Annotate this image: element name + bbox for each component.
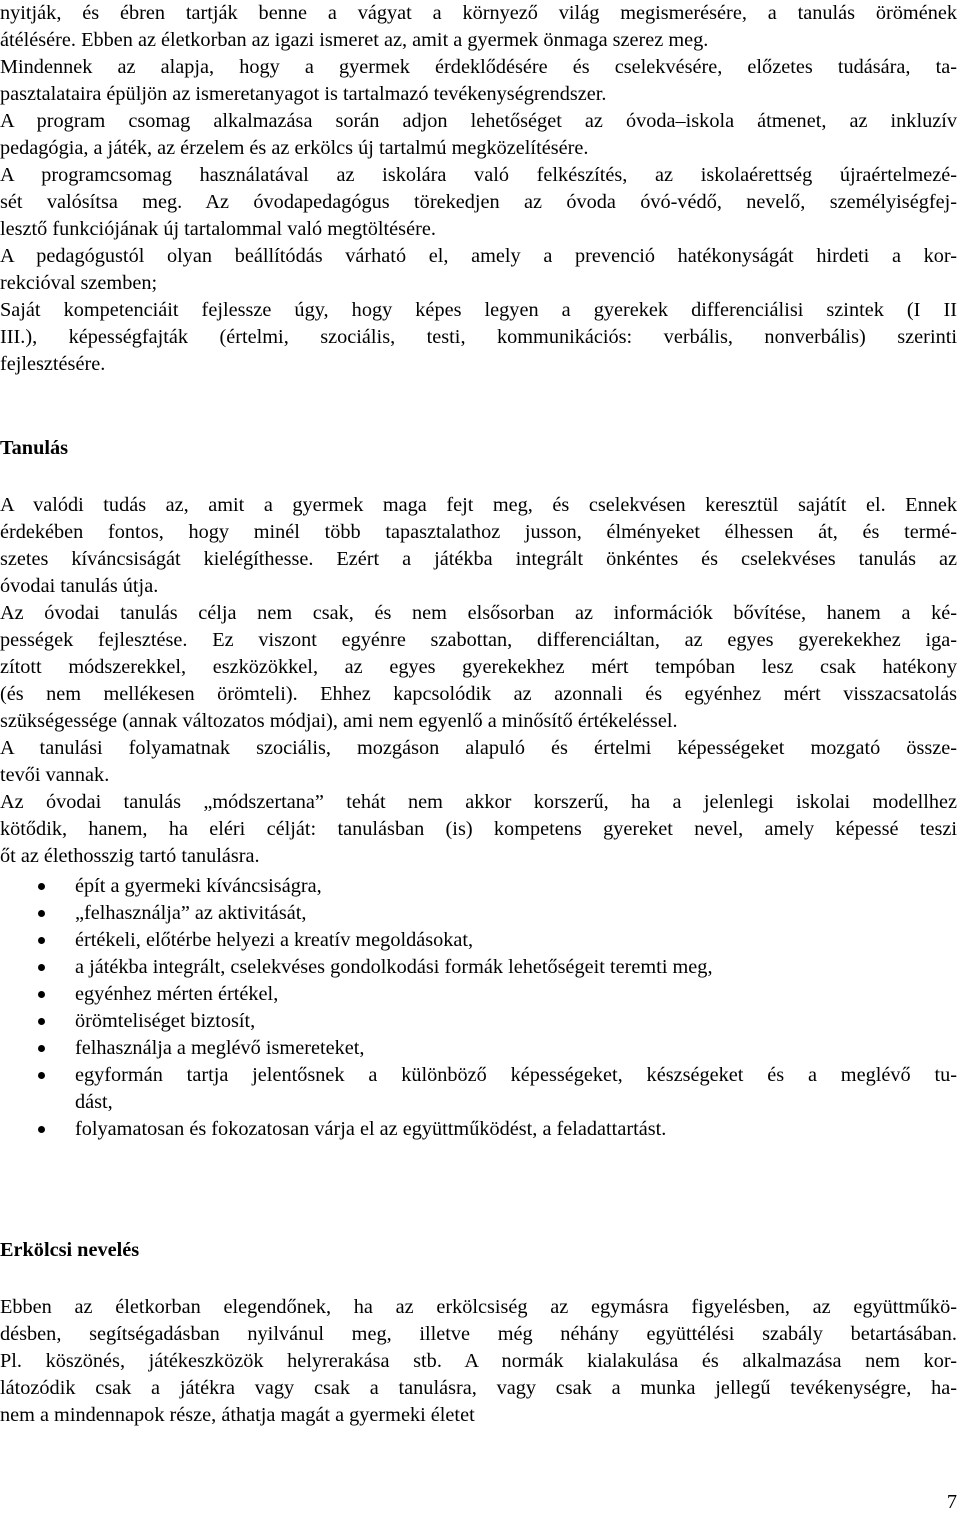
intro-line-7: A programcsomag használatával az iskolára való felkészítés, az iskolaérettség újraértelmezé- — [0, 164, 957, 186]
intro-line-2: átélésére. Ebben az életkorban az igazi ismeret az, amit a gyermek önmaga szerez meg. — [0, 29, 709, 51]
list-item-continuation: dást, — [75, 1091, 113, 1113]
tanulas-line-7: zított módszerekkel, eszközökkel, az egyes gyerekekhez mért tempóban lesz csak hatékony — [0, 656, 957, 678]
section-heading-erkolcsi-neveles: Erkölcsi nevelés — [0, 1239, 140, 1261]
intro-line-5: A program csomag alkalmazása során adjon lehetőséget az óvoda–iskola átmenet, az inkluzív — [0, 110, 957, 132]
tanulas-line-4: óvodai tanulás útja. — [0, 575, 159, 597]
intro-line-14: fejlesztésére. — [0, 353, 106, 375]
intro-line-13: III.), képességfajták (értelmi, szociális, testi, kommunikációs: verbális, nonverbális) szerinti — [0, 326, 957, 348]
tanulas-line-1: A valódi tudás az, amit a gyermek maga fejt meg, és cselekvésen keresztül sajátít el. Ennek — [0, 494, 957, 516]
intro-line-1: nyitják, és ébren tartják benne a vágyat a környező világ megismerésére, a tanulás örömének — [0, 2, 957, 24]
list-item: a játékba integrált, cselekvéses gondolkodási formák lehetőségeit teremti meg, — [75, 956, 713, 978]
erkolcsi-line-1: Ebben az életkorban elegendőnek, ha az erkölcsiség az egymásra figyelésben, az együttműkö- — [0, 1296, 957, 1318]
intro-line-6: pedagógia, a játék, az érzelem és az erkölcs új tartalmú megközelítésére. — [0, 137, 589, 159]
list-item: folyamatosan és fokozatosan várja el az együttműködést, a feladattartást. — [75, 1118, 667, 1140]
list-item: örömteliséget biztosít, — [75, 1010, 256, 1032]
tanulas-line-5: Az óvodai tanulás célja nem csak, és nem elsősorban az információk bővítése, hanem a ké- — [0, 602, 957, 624]
intro-line-12: Saját kompetenciáit fejlessze úgy, hogy képes legyen a gyerekek differenciálisi szintek (I II — [0, 299, 957, 321]
bullet-dot-icon — [38, 1045, 45, 1052]
tanulas-line-9: szükségessége (annak változatos módjai), ami nem egyenlő a minősítő értékeléssel. — [0, 710, 678, 732]
bullet-dot-icon — [38, 991, 45, 998]
list-item: épít a gyermeki kíváncsiságra, — [75, 875, 322, 897]
list-item: egyformán tartja jelentősnek a különböző képességeket, készségeket és a meglévő tu- — [75, 1064, 957, 1086]
page-number: 7 — [946, 1491, 957, 1513]
intro-line-10: A pedagógustól olyan beállítódás várható el, amely a prevenció hatékonyságát hirdeti a kor- — [0, 245, 957, 267]
bullet-dot-icon — [38, 937, 45, 944]
tanulas-line-13: kötődik, hanem, ha eléri célját: tanulásban (is) kompetens gyereket nevel, amely képessé teszi — [0, 818, 957, 840]
list-item: egyénhez mérten értékel, — [75, 983, 279, 1005]
bullet-dot-icon — [38, 883, 45, 890]
intro-line-3: Mindennek az alapja, hogy a gyermek érdeklődésére és cselekvésére, előzetes tudására, ta- — [0, 56, 957, 78]
intro-line-11: rekcióval szemben; — [0, 272, 158, 294]
erkolcsi-line-3: Pl. köszönés, játékeszközök helyrerakása stb. A normák kialakulása és alkalmazása nem kor- — [0, 1350, 957, 1372]
intro-line-8: sét valósítsa meg. Az óvodapedagógus törekedjen az óvoda óvó-védő, nevelő, személyiségfej- — [0, 191, 957, 213]
bullet-dot-icon — [38, 1018, 45, 1025]
bullet-dot-icon — [38, 910, 45, 917]
tanulas-line-12: Az óvodai tanulás „módszertana” tehát nem akkor korszerű, ha a jelenlegi iskolai modellhez — [0, 791, 957, 813]
list-item: értékeli, előtérbe helyezi a kreatív megoldásokat, — [75, 929, 474, 951]
tanulas-line-3: szetes kíváncsiságát kielégíthesse. Ezért a játékba integrált önkéntes és cselekvéses tanulás az — [0, 548, 957, 570]
bullet-dot-icon — [38, 1072, 45, 1079]
list-item: felhasználja a meglévő ismereteket, — [75, 1037, 365, 1059]
tanulas-line-10: A tanulási folyamatnak szociális, mozgáson alapuló és értelmi képességeket mozgató össze- — [0, 737, 957, 759]
tanulas-line-14: őt az élethosszig tartó tanulásra. — [0, 845, 260, 867]
tanulas-line-11: tevői vannak. — [0, 764, 110, 786]
bullet-dot-icon — [38, 964, 45, 971]
bullet-dot-icon — [38, 1126, 45, 1133]
intro-line-4: pasztalataira épüljön az ismeretanyagot is tartalmazó tevékenységrendszer. — [0, 83, 607, 105]
erkolcsi-line-5: nem a mindennapok része, áthatja magát a gyermeki életet — [0, 1404, 475, 1426]
erkolcsi-line-2: désben, segítségadásban nyilvánul meg, illetve még néhány együttélési szabály betartásában. — [0, 1323, 957, 1345]
section-heading-tanulas: Tanulás — [0, 437, 69, 459]
tanulas-line-8: (és nem mellékesen örömteli). Ehhez kapcsolódik az azonnali és egyénhez mért visszacsatolás — [0, 683, 957, 705]
erkolcsi-line-4: látozódik csak a játékra vagy csak a tanulásra, vagy csak a munka jellegű tevékenységre, ha- — [0, 1377, 957, 1399]
intro-line-9: lesztő funkciójának új tartalommal való megtöltésére. — [0, 218, 436, 240]
tanulas-line-6: pességek fejlesztése. Ez viszont egyénre szabottan, differenciáltan, az egyes gyerekekhez iga- — [0, 629, 957, 651]
tanulas-line-2: érdekében fontos, hogy minél több tapasztalathoz jusson, élményeket élhessen át, és termé- — [0, 521, 957, 543]
list-item: „felhasználja” az aktivitását, — [75, 902, 307, 924]
